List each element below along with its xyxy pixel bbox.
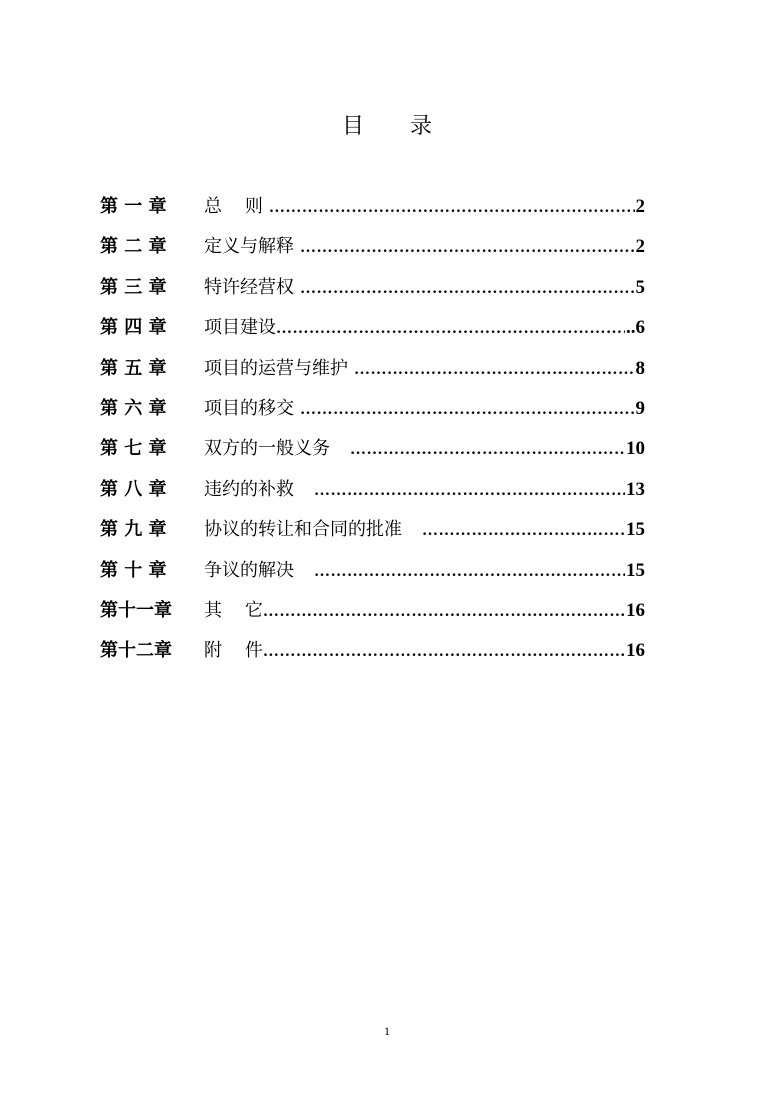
chapter-number: 第 七 章: [100, 438, 167, 460]
page-number: 10: [626, 438, 645, 460]
toc-entry-8[interactable]: [100, 473, 645, 513]
page-number: 15: [626, 559, 645, 581]
chapter-title: 项目的运营与维护: [204, 357, 348, 379]
page-number: 9: [635, 397, 645, 419]
chapter-number: 第 四 章: [100, 317, 167, 339]
dot-leader: [300, 393, 635, 427]
chapter-title: 定义与解释: [204, 236, 294, 258]
dot-leader: [300, 272, 635, 306]
chapter-number: 第 五 章: [100, 357, 167, 379]
chapter-number: 第 六 章: [100, 397, 167, 419]
chapter-title: 协议的转让和合同的批准: [204, 519, 402, 541]
dot-leader: [300, 231, 635, 265]
toc-entry-3[interactable]: [100, 271, 645, 311]
toc-entry-9[interactable]: [100, 513, 645, 553]
toc-entry-10[interactable]: [100, 554, 645, 594]
dot-leader: [422, 514, 625, 548]
toc-title-part-2: 录: [410, 114, 433, 139]
chapter-title: 项目的移交: [204, 397, 294, 419]
chapter-number: 第十二章: [100, 640, 172, 662]
page-number: 2: [635, 236, 645, 258]
chapter-title: 附 件: [204, 640, 263, 662]
toc-title-part-1: 目: [341, 114, 364, 139]
dot-leader: [314, 555, 625, 589]
footer-page-number: 1: [384, 1024, 390, 1038]
page-number: 8: [635, 357, 645, 379]
chapter-title: 违约的补救: [204, 478, 294, 500]
dot-leader: [276, 312, 625, 346]
page-number: ..6: [626, 317, 645, 339]
dot-leader: [263, 595, 625, 629]
page-number: 16: [626, 640, 645, 662]
page-number: 16: [626, 599, 645, 621]
toc-title: [0, 110, 774, 144]
chapter-title: 项目建设: [204, 317, 276, 339]
page-number: 2: [635, 196, 645, 217]
dot-leader: [263, 635, 625, 669]
chapter-title: 其 它: [204, 599, 263, 621]
dot-leader: [269, 191, 635, 225]
toc-entry-2[interactable]: [100, 230, 645, 270]
toc-entry-11[interactable]: [100, 594, 645, 634]
toc-entry-12[interactable]: [100, 634, 645, 674]
toc-entry-7[interactable]: [100, 432, 645, 472]
chapter-title: 争议的解决: [204, 559, 294, 581]
table-of-contents: [100, 190, 645, 675]
toc-entry-5[interactable]: [100, 352, 645, 392]
toc-entry-6[interactable]: [100, 392, 645, 432]
toc-entry-1[interactable]: [100, 190, 645, 230]
chapter-number: 第 一 章: [100, 196, 167, 217]
chapter-number: 第 九 章: [100, 519, 167, 541]
chapter-number: 第 三 章: [100, 276, 167, 298]
chapter-number: 第 十 章: [100, 559, 167, 581]
chapter-title: 双方的一般义务: [204, 438, 330, 460]
chapter-title: 总 则: [204, 196, 263, 217]
dot-leader: [314, 474, 625, 508]
page-number: 15: [626, 519, 645, 541]
page-number: 5: [635, 276, 645, 298]
dot-leader: [350, 433, 625, 467]
page-number: 13: [626, 478, 645, 500]
chapter-title: 特许经营权: [204, 276, 294, 298]
toc-entry-4[interactable]: [100, 311, 645, 351]
chapter-number: 第 二 章: [100, 236, 167, 258]
chapter-number: 第 八 章: [100, 478, 167, 500]
chapter-number: 第十一章: [100, 599, 172, 621]
dot-leader: [354, 353, 635, 387]
